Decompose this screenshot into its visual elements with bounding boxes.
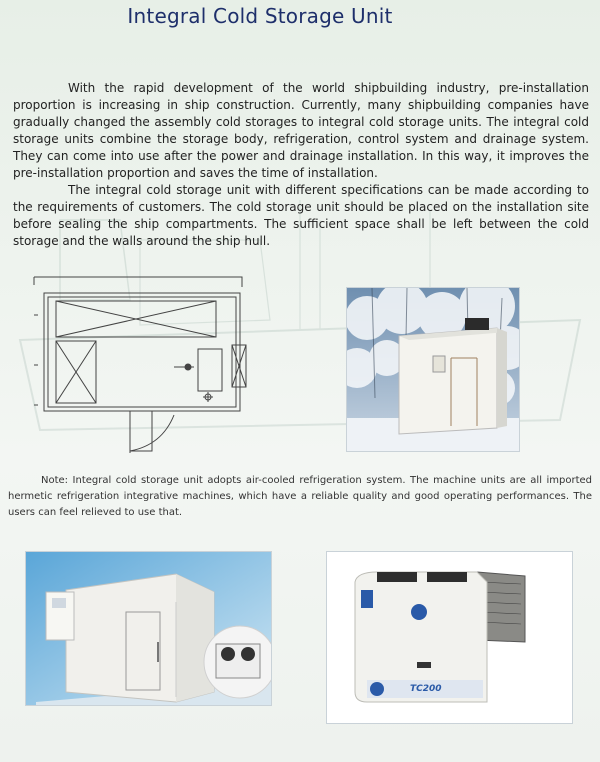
page-title: Integral Cold Storage Unit bbox=[127, 4, 393, 28]
note-paragraph: Note: Integral cold storage unit adopts air-cooled refrigeration system. The machine units are all imported hermetic refrigeration integrative machines, which have a reliable quality and good operating performances. The users can feel relieved to use that. bbox=[8, 475, 592, 518]
paragraph-2: The integral cold storage unit with different specifications can be made according to the requirements of customers. The cold storage unit should be placed on the installation site before sealing the ship compartments. The sufficient space shall be left between the cold storage and the walls around the ship hull. bbox=[13, 183, 589, 248]
cold-room-in-snow-photo bbox=[346, 287, 520, 452]
note-text bbox=[8, 473, 592, 521]
cold-room-showroom-photo bbox=[25, 551, 272, 706]
intro-text bbox=[13, 80, 589, 250]
product-label: TC200 bbox=[410, 684, 442, 694]
paragraph-1: With the rapid development of the world shipbuilding industry, pre-installation proportion is increasing in ship construction. Currently, many shipbuilding companies have gradually changed the assembly cold storages to integral cold storage units. The integral cold storage units combine the storage body, refrigeration, control system and drainage system. They can come into use after the power and drainage installation. In this way, it improves the pre-installation proportion and saves the time of installation. bbox=[13, 81, 589, 180]
refrigeration-unit-photo bbox=[326, 551, 573, 724]
floor-plan-diagram bbox=[22, 275, 267, 460]
